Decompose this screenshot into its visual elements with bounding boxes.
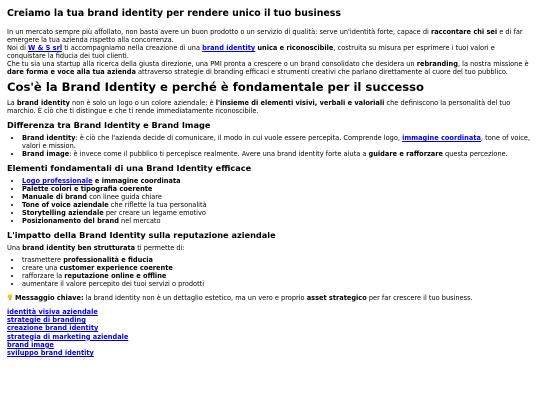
text-bold: asset strategico: [306, 294, 367, 302]
intro-paragraph-1: [7, 28, 532, 44]
list-item: [22, 134, 532, 150]
impact-paragraph: [7, 244, 532, 252]
text-bold: rebranding: [416, 60, 458, 68]
tag-link[interactable]: strategia di marketing aziendale: [7, 332, 129, 341]
text-bold: l'insieme di elementi visivi, verbali e valoriali: [215, 99, 385, 107]
text: non è solo un logo o un colore aziendale: è: [69, 99, 216, 107]
list-item: [22, 177, 532, 185]
text: la brand identity non è un dettaglio estetico, ma un vero e proprio: [83, 294, 307, 302]
text-bold: brand identity: [16, 99, 70, 107]
text-bold: Brand identity: [22, 134, 76, 142]
text-bold: guidare e rafforzare: [368, 150, 443, 158]
list-item: [22, 280, 532, 288]
section-heading-impact: L'impatto della Brand Identity sulla reputazione aziendale: [7, 230, 276, 240]
text: ti accompagniamo nella creazione di una: [62, 44, 203, 52]
section-heading-elements: Elementi fondamentali di una Brand Identity efficace: [7, 163, 252, 173]
text-bold: Storytelling aziendale: [22, 209, 104, 217]
text: per creare un legame emotivo: [103, 209, 206, 217]
elements-list: [7, 177, 532, 225]
list-item: [22, 217, 532, 225]
tag-link[interactable]: strategie di branding: [7, 316, 86, 325]
text-bold: raccontare chi sei: [430, 28, 498, 36]
tag-links: [7, 308, 532, 357]
intro-paragraph-2: [7, 44, 532, 60]
text: , la nostra missione è: [457, 60, 529, 68]
key-message-label: Messaggio chiave:: [15, 294, 84, 302]
text-bold: customer experience coerente: [59, 264, 173, 272]
list-item: [22, 201, 532, 209]
text: , costruita su misura per esprimere i tuoi valori e conquistare la fiducia dei tuoi clienti.: [7, 44, 495, 60]
text-bold: professionalità e fiducia: [63, 256, 153, 264]
text: che definiscono la personalità del tuo marchio. È ciò che ti distingue e che ti rende immediatamente riconoscibile.: [7, 99, 511, 115]
list-item: [22, 193, 532, 201]
text: con linee guida chiare: [87, 193, 162, 201]
text: per far crescere il tuo business.: [366, 294, 473, 302]
text: , tone of voice, valori e mission.: [22, 134, 531, 150]
immagine-coordinata-link[interactable]: immagine coordinata: [402, 134, 481, 142]
key-message: [7, 294, 532, 302]
text-bold: e immagine coordinata: [92, 177, 181, 185]
text: creare una: [22, 264, 60, 272]
text: questa percezione.: [442, 150, 508, 158]
text-bold: reputazione online e offline: [64, 272, 167, 280]
brand-identity-link[interactable]: brand identity: [202, 44, 256, 52]
tag-link[interactable]: identità visiva aziendale: [7, 308, 98, 316]
section-heading-difference: Differenza tra Brand Identity e Brand Image: [7, 120, 211, 130]
text: Una: [7, 244, 23, 252]
text-bold: dare forma e voce alla tua azienda: [7, 68, 136, 76]
text: nel mercato: [118, 217, 161, 225]
impact-list: [7, 256, 532, 288]
tag-link[interactable]: creazione brand identity: [7, 324, 99, 333]
intro-paragraph-3: [7, 60, 532, 76]
text-bold: Tone of voice aziendale: [22, 201, 109, 209]
text-bold: Brand image: [22, 150, 70, 158]
text: In un mercato sempre più affollato, non basta avere un buon prodotto o un servizio di qualità: serve un'identità forte, capace di: [7, 28, 431, 36]
text-bold: Palette colori e tipografia coerente: [22, 185, 153, 193]
text: aumentare il valore percepito dei tuoi servizi o prodotti: [22, 280, 205, 288]
tag-link[interactable]: sviluppo brand identity: [7, 349, 94, 358]
text: Che tu sia una startup alla ricerca della giusta direzione, una PMI pronta a crescere o un brand consolidato che desidera un: [7, 60, 417, 68]
section-heading-brand-identity: Cos'è la Brand Identity e perché è fondamentale per il successo: [7, 80, 424, 94]
text: e di far emergere la tua azienda rispetto alla concorrenza.: [7, 28, 523, 44]
text-bold: Manuale di brand: [22, 193, 87, 201]
text: : è invece come il pubblico ti percepisce realmente. Avere una brand identity forte aiuta a: [69, 150, 369, 158]
lightbulb-icon: [7, 294, 13, 301]
list-item: [22, 264, 532, 272]
text-bold: Posizionamento del brand: [22, 217, 119, 225]
list-item: [22, 150, 532, 158]
text: La: [7, 99, 17, 107]
text: Noi di: [7, 44, 29, 52]
tag-link[interactable]: brand image: [7, 340, 54, 349]
text: che riflette la tua personalità: [108, 201, 207, 209]
list-item: [22, 272, 532, 280]
text: rafforzare la: [22, 272, 65, 280]
text-bold: brand identity ben strutturata: [22, 244, 136, 252]
list-item: [22, 185, 532, 193]
text: : è ciò che l'azienda decide di comunicare, il modo in cui vuole essere percepita. Comprende logo,: [75, 134, 403, 142]
section-paragraph-brand-identity: [7, 99, 532, 115]
text: attraverso strategie di branding efficaci e strumenti creativi che parlano direttamente al cuore del tuo pubblico.: [135, 68, 508, 76]
logo-professionale-link[interactable]: Logo professionale: [22, 177, 93, 185]
intro: [7, 28, 532, 76]
page-title: Creiamo la tua brand identity per rendere unico il tuo business: [7, 8, 341, 19]
text: trasmettere: [22, 256, 64, 264]
company-link[interactable]: W & S srl: [28, 44, 63, 52]
list-item: [22, 256, 532, 264]
text: ti permette di:: [135, 244, 185, 252]
text-bold: unica e riconoscibile: [257, 44, 334, 52]
difference-list: [7, 134, 532, 158]
list-item: [22, 209, 532, 217]
